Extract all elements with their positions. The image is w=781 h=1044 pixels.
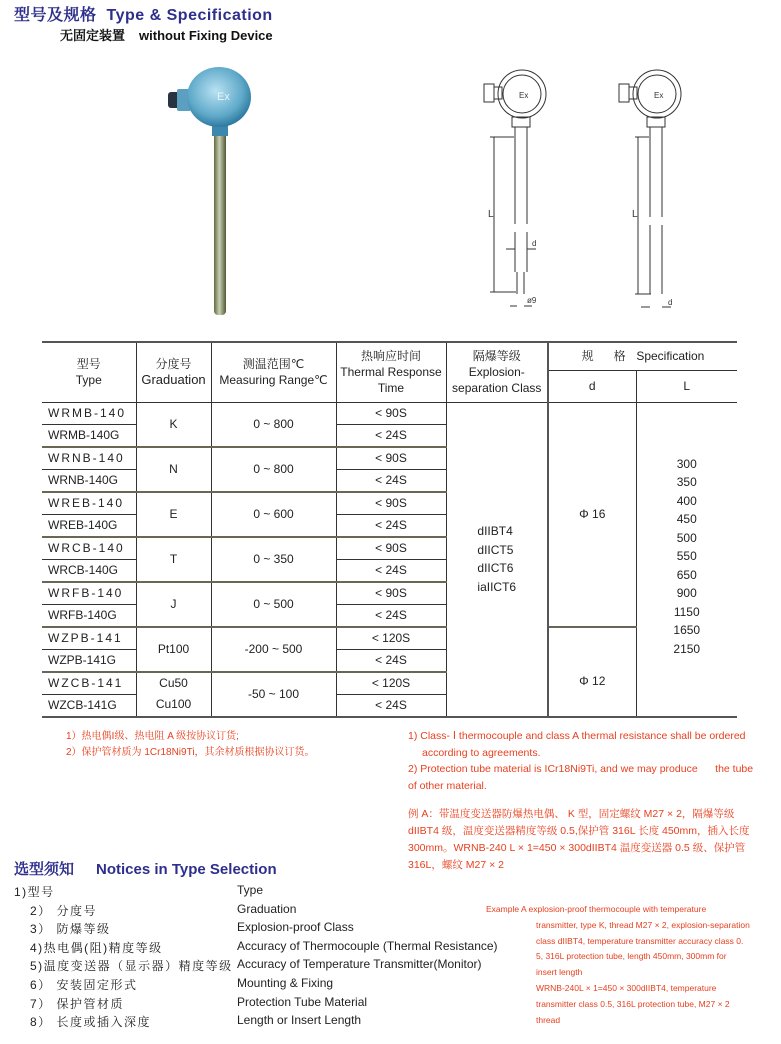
dimension-drawing-1	[470, 62, 580, 317]
title-cn: 型号及规格	[14, 7, 97, 24]
cell-type: WZPB-141G	[42, 649, 136, 672]
cell-type: WRNB-140	[42, 447, 136, 470]
cell-response: < 24S	[336, 604, 446, 627]
cell-type: WRFB-140G	[42, 604, 136, 627]
explosion-class: dIIBT4	[477, 524, 513, 538]
example-en-first: Example A explosion-proof thermocouple with temperature	[486, 904, 707, 914]
notice-item-en: Length or Insert Length	[237, 1013, 362, 1028]
cell-d-16: Φ 16	[548, 402, 636, 627]
example-en-line: thread	[536, 1014, 561, 1025]
notice-item-cn: 2） 分度号	[30, 903, 98, 918]
table-row	[42, 627, 737, 650]
cell-type: WZCB-141G	[42, 694, 136, 717]
notice-item	[14, 920, 514, 939]
notices-title-cn: 选型须知	[14, 861, 75, 878]
length-value: 500	[676, 530, 697, 545]
note-cn-2: 2）保护管材质为 1Cr18Ni9Ti，其余材质根据协议订货。	[66, 747, 315, 758]
cell-graduation: Pt100	[136, 627, 211, 672]
example-en-line: 5, 316L protection tube, length 450mm, 300mm for	[536, 951, 727, 962]
cell-response: < 24S	[336, 559, 446, 582]
cell-type: WRFB-140	[42, 582, 136, 605]
cell-type: WRNB-140G	[42, 469, 136, 492]
cell-graduation: E	[136, 492, 211, 537]
header-L: L	[636, 370, 737, 402]
notice-item	[14, 1013, 514, 1032]
spec-table	[42, 341, 737, 718]
notice-item-cn: 6） 安装固定形式	[30, 977, 138, 992]
notice-item-cn: 3） 防爆等级	[30, 922, 111, 937]
cell-range: 0 ~ 500	[211, 582, 336, 627]
cell-range: -200 ~ 500	[211, 627, 336, 672]
cell-response: < 90S	[336, 447, 446, 470]
header-range: 测温范围℃ Measuring Range℃	[211, 342, 336, 402]
dim-length-label: L	[632, 209, 638, 220]
example-en-line: WRNB-240L × 1=450 × 300dIIBT4, temperature	[536, 982, 717, 993]
notice-item	[14, 976, 514, 995]
length-value: 900	[676, 586, 697, 600]
ex-mark: Ex	[654, 91, 664, 100]
header-d: d	[548, 370, 636, 402]
notice-item-en: Protection Tube Material	[237, 994, 368, 1009]
title-en: Type & Specification	[106, 7, 273, 24]
explosion-class: iaIICT6	[477, 579, 517, 594]
dim-length-label: L	[488, 209, 494, 220]
length-value: 650	[676, 567, 697, 582]
note-en-2b: of other material.	[408, 779, 487, 792]
cell-graduation: N	[136, 447, 211, 492]
notice-list	[14, 883, 514, 1032]
length-value: 450	[676, 512, 697, 526]
notice-item-en: Graduation	[237, 901, 297, 916]
cell-graduation: K	[136, 402, 211, 447]
cell-type: WZCB-141	[42, 672, 136, 695]
cell-response: < 24S	[336, 424, 446, 447]
header-explosion: 隔爆等级 Explosion- separation Class	[446, 342, 548, 402]
notice-item-en: Accuracy of Thermocouple (Thermal Resistance)	[237, 938, 498, 953]
cell-d-12: Φ 12	[548, 627, 636, 717]
ex-mark: Ex	[217, 91, 230, 103]
note-en-2a: 2) Protection tube material is ICr18Ni9Ti, and we may produce the tube	[408, 763, 754, 775]
cell-range: 0 ~ 600	[211, 492, 336, 537]
ex-mark: Ex	[519, 91, 529, 100]
cell-graduation: Cu50 Cu100	[136, 672, 211, 717]
cell-length-values	[636, 402, 737, 717]
table-row	[42, 402, 737, 424]
cell-response: < 90S	[336, 537, 446, 560]
protection-tube	[214, 132, 226, 315]
notices-title	[14, 858, 277, 879]
cell-response: < 90S	[336, 492, 446, 515]
cell-type: WRCB-140G	[42, 559, 136, 582]
header-specification: 规 格 Specification	[548, 342, 737, 370]
cell-response: < 24S	[336, 649, 446, 672]
notice-item	[14, 957, 514, 976]
cell-type: WRMB-140G	[42, 424, 136, 447]
length-value: 350	[676, 475, 697, 489]
cell-response: < 120S	[336, 672, 446, 695]
note-cn-1: 1）热电偶Ⅰ级、热电阻 A 级按协议订货;	[66, 731, 239, 742]
notes-cn	[66, 729, 315, 761]
length-value: 1150	[673, 604, 700, 619]
cell-type: WRMB-140	[42, 402, 136, 424]
cell-graduation: J	[136, 582, 211, 627]
product-photo	[165, 62, 265, 327]
example-cn: 例 A：带温度变送器防爆热电偶、 K 型，固定螺纹 M27 × 2，隔爆等级 dIIBT4 级，温度变送器精度等级 0.5,保护管 316L 长度 450mm，插入长度 300mm。WRNB-240 L × 1=450 × 300dIIBT4 温度变送器 0.5 级、保护管 316L，螺纹 M27 × 2	[408, 808, 750, 871]
cell-type: WREB-140	[42, 492, 136, 515]
note-en-1a: 1) Class- Ⅰ thermocouple and class A thermal resistance shall be ordered	[408, 730, 746, 742]
length-value: 300	[676, 456, 697, 471]
cell-response: < 120S	[336, 627, 446, 650]
cell-type: WREB-140G	[42, 514, 136, 537]
notices-title-en: Notices in Type Selection	[96, 861, 277, 878]
explosion-class: dIICT6	[477, 561, 514, 575]
subtitle-cn: 无固定装置	[60, 28, 126, 43]
dim-diameter-label: d	[532, 239, 537, 248]
notice-item	[14, 939, 514, 958]
example-en-line: transmitter, type K, thread M27 × 2, explosion-separation	[536, 919, 750, 930]
notice-item-en: Mounting & Fixing	[237, 975, 334, 990]
notice-item-cn: 7） 保护管材质	[30, 996, 125, 1011]
page-subtitle	[60, 25, 273, 44]
cell-response: < 90S	[336, 402, 446, 424]
example-en	[486, 902, 766, 1028]
header-type: 型号 Type	[42, 342, 136, 402]
notice-item-cn: 1)型号	[14, 885, 55, 899]
notice-item	[14, 883, 514, 902]
length-value: 2150	[673, 641, 701, 656]
notice-item	[14, 995, 514, 1014]
gland-outline	[484, 84, 494, 102]
notice-item-en: Explosion-proof Class	[237, 920, 354, 935]
notice-item-cn: 5)温度变送器（显示器）精度等级	[30, 959, 233, 974]
header-graduation: 分度号 Graduation	[136, 342, 211, 402]
example-en-line: transmitter class 0.5, 316L protection tube, M27 × 2	[536, 998, 730, 1009]
header-response: 热响应时间 Thermal Response Time	[336, 342, 446, 402]
cell-range: 0 ~ 800	[211, 402, 336, 447]
example-en-line: insert length	[536, 967, 583, 978]
cell-response: < 24S	[336, 469, 446, 492]
notice-item	[14, 902, 514, 921]
length-value: 1650	[673, 623, 701, 637]
dimension-drawing-2	[605, 62, 695, 317]
cell-type: WRCB-140	[42, 537, 136, 560]
notes-en	[408, 728, 763, 794]
example-en-line: class dIIBT4, temperature transmitter accuracy class 0.	[536, 935, 744, 946]
notice-item-cn: 8） 长度或插入深度	[30, 1015, 152, 1030]
length-value: 550	[676, 549, 697, 563]
cell-response: < 90S	[336, 582, 446, 605]
cell-graduation: T	[136, 537, 211, 582]
dim-diameter-label: d	[668, 298, 673, 307]
cell-explosion-classes	[446, 402, 548, 717]
notice-item-en: Accuracy of Temperature Transmitter(Monitor)	[237, 957, 482, 972]
cell-type: WZPB-141	[42, 627, 136, 650]
notice-item-en: Type	[237, 883, 264, 897]
cell-response: < 24S	[336, 694, 446, 717]
dim-tip-label: ø9	[527, 296, 537, 305]
note-en-1b: according to agreements.	[422, 746, 541, 759]
cell-range: -50 ~ 100	[211, 672, 336, 717]
subtitle-en: without Fixing Device	[139, 28, 273, 43]
neck-outline	[512, 117, 530, 127]
cell-response: < 24S	[336, 514, 446, 537]
explosion-class: dIICT5	[477, 542, 514, 557]
page-title	[14, 2, 273, 25]
cell-range: 0 ~ 350	[211, 537, 336, 582]
length-value: 400	[676, 493, 697, 508]
cell-range: 0 ~ 800	[211, 447, 336, 492]
notice-item-cn: 4)热电偶(阻)精度等级	[30, 940, 163, 955]
